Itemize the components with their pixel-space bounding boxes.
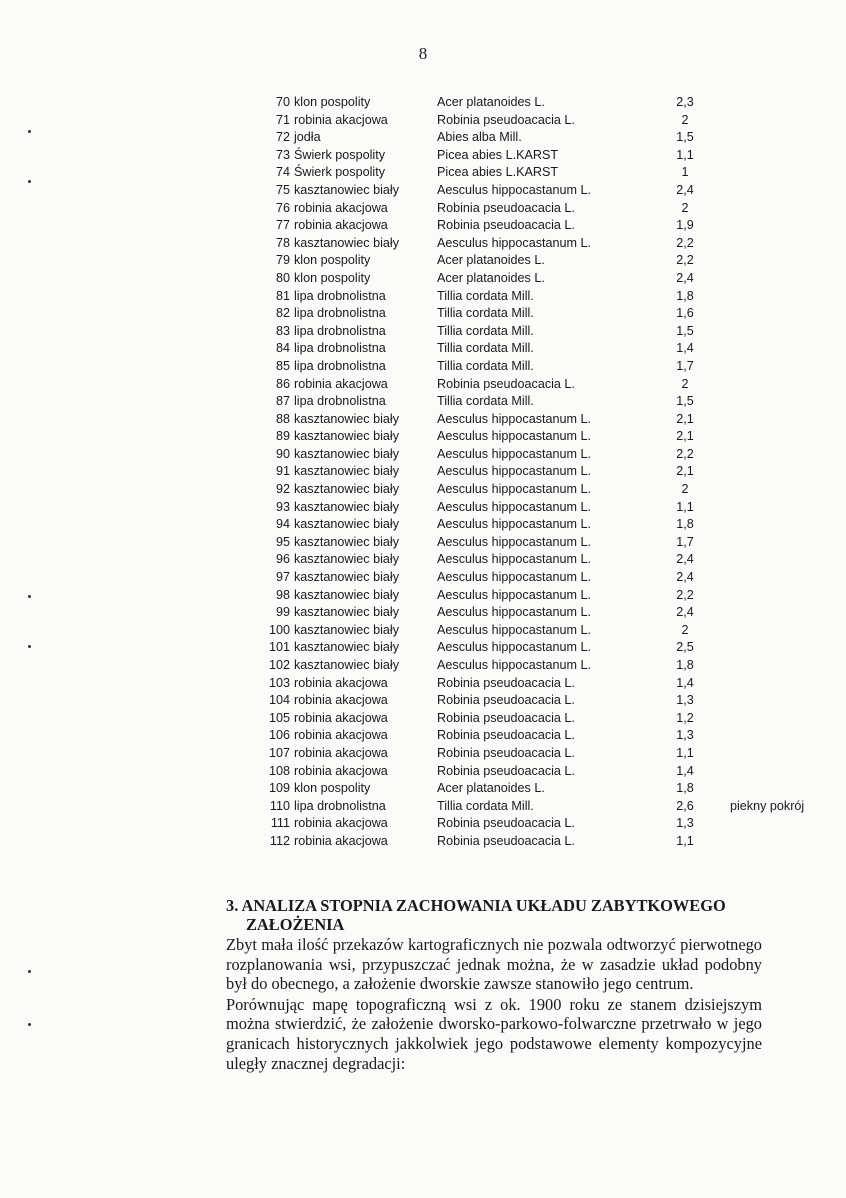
tree-latin-name: Picea abies L.KARST bbox=[437, 147, 559, 162]
tree-latin-name: Aesculus hippocastanum L. bbox=[437, 411, 592, 426]
tree-value: 1,8 bbox=[676, 781, 694, 796]
tree-latin-name: Aesculus hippocastanum L. bbox=[437, 640, 592, 655]
tree-polish-name: lipa drobnolistna bbox=[294, 341, 386, 356]
tree-number: 100 bbox=[268, 622, 290, 637]
tree-number: 111 bbox=[270, 816, 290, 831]
tree-number: 98 bbox=[275, 587, 290, 602]
tree-row bbox=[0, 569, 846, 587]
tree-latin-name: Aesculus hippocastanum L. bbox=[437, 534, 592, 549]
tree-value: 2 bbox=[681, 112, 689, 127]
tree-value: 2,6 bbox=[676, 798, 694, 813]
tree-row bbox=[0, 252, 846, 270]
tree-polish-name: kasztanowiec biały bbox=[294, 534, 399, 549]
tree-latin-name: Robinia pseudoacacia L. bbox=[437, 816, 575, 831]
tree-latin-name: Robinia pseudoacacia L. bbox=[437, 745, 575, 760]
tree-value: 1,4 bbox=[676, 341, 694, 356]
tree-number: 95 bbox=[275, 534, 290, 549]
page-number: 8 bbox=[418, 44, 428, 63]
tree-latin-name: Acer platanoides L. bbox=[437, 95, 545, 109]
tree-polish-name: jodła bbox=[294, 130, 321, 145]
tree-polish-name: robinia akacjowa bbox=[294, 693, 388, 708]
tree-latin-name: Aesculus hippocastanum L. bbox=[437, 499, 592, 514]
tree-number: 110 bbox=[269, 798, 290, 813]
tree-value: 1,4 bbox=[676, 675, 694, 690]
tree-value: 1,9 bbox=[676, 218, 694, 233]
tree-polish-name: kasztanowiec biały bbox=[294, 464, 399, 479]
tree-row bbox=[0, 798, 846, 816]
tree-latin-name: Aesculus hippocastanum L. bbox=[437, 446, 592, 461]
tree-polish-name: kasztanowiec biały bbox=[294, 446, 399, 461]
tree-row bbox=[0, 270, 846, 288]
tree-latin-name: Aesculus hippocastanum L. bbox=[437, 587, 592, 602]
tree-latin-name: Aesculus hippocastanum L. bbox=[437, 482, 592, 497]
tree-row bbox=[0, 815, 846, 833]
tree-row bbox=[0, 323, 846, 341]
tree-value: 1,5 bbox=[676, 323, 694, 338]
tree-latin-name: Tillia cordata Mill. bbox=[437, 306, 534, 321]
tree-latin-name: Aesculus hippocastanum L. bbox=[437, 605, 592, 620]
tree-number: 108 bbox=[268, 763, 290, 778]
tree-value: 2,2 bbox=[676, 235, 694, 250]
tree-polish-name: lipa drobnolistna bbox=[294, 358, 386, 373]
tree-latin-name: Robinia pseudoacacia L. bbox=[437, 200, 575, 215]
tree-number: 102 bbox=[268, 658, 290, 672]
tree-latin-name: Robinia pseudoacacia L. bbox=[437, 710, 575, 725]
tree-value: 1,1 bbox=[676, 499, 694, 514]
tree-number: 99 bbox=[275, 605, 290, 620]
tree-latin-name: Robinia pseudoacacia L. bbox=[437, 728, 575, 743]
tree-latin-name: Tillia cordata Mill. bbox=[437, 323, 534, 338]
tree-value: 1,3 bbox=[676, 816, 694, 831]
tree-latin-name: Aesculus hippocastanum L. bbox=[437, 235, 592, 250]
tree-number: 83 bbox=[275, 323, 290, 338]
tree-latin-name: Abies alba Mill. bbox=[437, 130, 522, 145]
tree-number: 104 bbox=[268, 693, 290, 708]
tree-value: 2,4 bbox=[676, 270, 694, 285]
tree-polish-name: robinia akacjowa bbox=[294, 816, 388, 831]
tree-value: 2,1 bbox=[676, 464, 694, 479]
tree-latin-name: Aesculus hippocastanum L. bbox=[437, 658, 592, 672]
tree-row bbox=[0, 622, 846, 640]
tree-number: 88 bbox=[275, 411, 290, 426]
scan-speck bbox=[28, 970, 31, 973]
tree-value: 2,2 bbox=[676, 587, 694, 602]
scan-speck bbox=[28, 130, 31, 133]
tree-number: 92 bbox=[275, 482, 290, 497]
tree-polish-name: kasztanowiec biały bbox=[294, 517, 399, 532]
tree-value: 2,4 bbox=[676, 552, 694, 567]
tree-value: 2,1 bbox=[676, 429, 694, 444]
tree-row bbox=[0, 94, 846, 112]
tree-number: 73 bbox=[275, 147, 290, 162]
tree-value: 1,6 bbox=[676, 306, 694, 321]
tree-row bbox=[0, 639, 846, 657]
tree-polish-name: kasztanowiec biały bbox=[294, 658, 399, 672]
section-paragraph-2: Porównując mapę topograficzną wsi z ok. 1900 roku ze stanem dzisiejszym można stwierdzić, że założenie dworsko-parkowo-folwarczne przetrwało w jego granicach historycznych jakkolwiek jego podstawowe elementy kompozycyjne uległy znacznej degradacji: bbox=[226, 994, 762, 1073]
tree-polish-name: klon pospolity bbox=[294, 95, 371, 109]
tree-polish-name: kasztanowiec biały bbox=[294, 605, 399, 620]
tree-row bbox=[0, 305, 846, 323]
scan-speck bbox=[28, 1023, 31, 1026]
tree-row bbox=[0, 763, 846, 781]
tree-row bbox=[0, 288, 846, 306]
tree-number: 72 bbox=[275, 130, 290, 145]
tree-number: 91 bbox=[275, 464, 290, 479]
tree-latin-name: Aesculus hippocastanum L. bbox=[437, 429, 592, 444]
tree-row bbox=[0, 164, 846, 182]
tree-row bbox=[0, 428, 846, 446]
tree-value: 1,8 bbox=[676, 658, 694, 672]
tree-latin-name: Robinia pseudoacacia L. bbox=[437, 833, 575, 848]
tree-value: 1,7 bbox=[676, 358, 694, 373]
tree-polish-name: kasztanowiec biały bbox=[294, 182, 399, 197]
tree-number: 109 bbox=[268, 781, 290, 796]
tree-number: 107 bbox=[268, 745, 290, 760]
tree-polish-name: kasztanowiec biały bbox=[294, 587, 399, 602]
tree-number: 103 bbox=[268, 675, 290, 690]
tree-polish-name: robinia akacjowa bbox=[294, 833, 388, 848]
tree-row bbox=[0, 745, 846, 763]
tree-polish-name: Świerk pospolity bbox=[294, 147, 385, 162]
tree-value: 2,1 bbox=[676, 411, 694, 426]
tree-polish-name: robinia akacjowa bbox=[294, 763, 388, 778]
tree-polish-name: kasztanowiec biały bbox=[294, 570, 399, 585]
tree-value: 1,3 bbox=[676, 693, 694, 708]
tree-row bbox=[0, 393, 846, 411]
tree-value: 2,2 bbox=[676, 446, 694, 461]
tree-number: 96 bbox=[275, 552, 290, 567]
tree-polish-name: robinia akacjowa bbox=[294, 710, 388, 725]
tree-row bbox=[0, 675, 846, 693]
tree-latin-name: Acer platanoides L. bbox=[437, 270, 545, 285]
tree-polish-name: kasztanowiec biały bbox=[294, 552, 399, 567]
tree-polish-name: kasztanowiec biały bbox=[294, 640, 399, 655]
tree-polish-name: kasztanowiec biały bbox=[294, 622, 399, 637]
tree-polish-name: robinia akacjowa bbox=[294, 728, 388, 743]
tree-row bbox=[0, 411, 846, 429]
tree-value: 1,1 bbox=[676, 147, 694, 162]
tree-number: 93 bbox=[275, 499, 290, 514]
tree-number: 78 bbox=[275, 235, 290, 250]
tree-latin-name: Tillia cordata Mill. bbox=[437, 358, 534, 373]
tree-row bbox=[0, 446, 846, 464]
tree-latin-name: Tillia cordata Mill. bbox=[437, 288, 534, 303]
tree-row bbox=[0, 481, 846, 499]
tree-polish-name: robinia akacjowa bbox=[294, 200, 388, 215]
tree-number: 70 bbox=[275, 95, 290, 109]
tree-row bbox=[0, 235, 846, 253]
section-heading: 3. ANALIZA STOPNIA ZACHOWANIA UKŁADU ZABYTKOWEGO ZAŁOŻENIA bbox=[226, 896, 726, 934]
tree-note: piekny pokrój bbox=[730, 798, 805, 813]
tree-polish-name: robinia akacjowa bbox=[294, 675, 388, 690]
tree-number: 80 bbox=[275, 270, 290, 285]
tree-value: 1,8 bbox=[676, 517, 694, 532]
tree-value: 2,2 bbox=[676, 253, 694, 268]
tree-number: 106 bbox=[268, 728, 290, 743]
tree-row bbox=[0, 780, 846, 798]
tree-value: 1,2 bbox=[676, 710, 694, 725]
tree-value: 1,7 bbox=[676, 534, 694, 549]
tree-number: 86 bbox=[275, 376, 290, 391]
tree-value: 1,1 bbox=[676, 745, 694, 760]
tree-number: 105 bbox=[268, 710, 290, 725]
scan-speck bbox=[28, 645, 31, 648]
tree-row bbox=[0, 604, 846, 622]
tree-row bbox=[0, 833, 846, 851]
tree-polish-name: lipa drobnolistna bbox=[294, 394, 386, 409]
tree-polish-name: robinia akacjowa bbox=[294, 376, 388, 391]
tree-value: 2 bbox=[681, 200, 689, 215]
tree-latin-name: Picea abies L.KARST bbox=[437, 165, 559, 180]
tree-polish-name: Świerk pospolity bbox=[294, 165, 385, 180]
tree-polish-name: kasztanowiec biały bbox=[294, 499, 399, 514]
tree-value: 2 bbox=[681, 376, 689, 391]
tree-polish-name: klon pospolity bbox=[294, 781, 371, 796]
tree-number: 90 bbox=[275, 446, 290, 461]
tree-row bbox=[0, 657, 846, 675]
tree-polish-name: kasztanowiec biały bbox=[294, 411, 399, 426]
tree-latin-name: Aesculus hippocastanum L. bbox=[437, 622, 592, 637]
tree-row bbox=[0, 516, 846, 534]
tree-row bbox=[0, 340, 846, 358]
tree-latin-name: Tillia cordata Mill. bbox=[437, 341, 534, 356]
tree-latin-name: Tillia cordata Mill. bbox=[437, 798, 534, 813]
tree-row bbox=[0, 710, 846, 728]
tree-value: 2 bbox=[681, 622, 689, 637]
tree-polish-name: lipa drobnolistna bbox=[294, 798, 386, 813]
tree-polish-name: lipa drobnolistna bbox=[294, 306, 386, 321]
tree-polish-name: klon pospolity bbox=[294, 270, 371, 285]
tree-row bbox=[0, 587, 846, 605]
tree-row bbox=[0, 727, 846, 745]
tree-row bbox=[0, 463, 846, 481]
tree-latin-name: Acer platanoides L. bbox=[437, 781, 545, 796]
tree-number: 71 bbox=[275, 112, 290, 127]
tree-polish-name: robinia akacjowa bbox=[294, 112, 388, 127]
tree-number: 87 bbox=[275, 394, 290, 409]
analysis-section bbox=[226, 896, 762, 1074]
tree-value: 2,4 bbox=[676, 570, 694, 585]
tree-number: 101 bbox=[268, 640, 290, 655]
tree-row bbox=[0, 112, 846, 130]
tree-value: 1,8 bbox=[676, 288, 694, 303]
tree-polish-name: kasztanowiec biały bbox=[294, 235, 399, 250]
tree-number: 89 bbox=[275, 429, 290, 444]
tree-latin-name: Robinia pseudoacacia L. bbox=[437, 376, 575, 391]
tree-latin-name: Aesculus hippocastanum L. bbox=[437, 182, 592, 197]
tree-latin-name: Acer platanoides L. bbox=[437, 253, 545, 268]
tree-latin-name: Robinia pseudoacacia L. bbox=[437, 763, 575, 778]
tree-latin-name: Aesculus hippocastanum L. bbox=[437, 464, 592, 479]
tree-polish-name: robinia akacjowa bbox=[294, 218, 388, 233]
tree-polish-name: lipa drobnolistna bbox=[294, 323, 386, 338]
tree-latin-name: Tillia cordata Mill. bbox=[437, 394, 534, 409]
tree-row bbox=[0, 129, 846, 147]
tree-value: 2,4 bbox=[676, 182, 694, 197]
tree-row bbox=[0, 692, 846, 710]
tree-latin-name: Robinia pseudoacacia L. bbox=[437, 693, 575, 708]
tree-polish-name: robinia akacjowa bbox=[294, 745, 388, 760]
tree-number: 85 bbox=[275, 358, 290, 373]
tree-row bbox=[0, 182, 846, 200]
tree-row bbox=[0, 376, 846, 394]
tree-row bbox=[0, 534, 846, 552]
tree-latin-name: Robinia pseudoacacia L. bbox=[437, 112, 575, 127]
tree-number: 94 bbox=[275, 517, 290, 532]
tree-polish-name: kasztanowiec biały bbox=[294, 429, 399, 444]
tree-value: 1 bbox=[681, 165, 689, 180]
tree-number: 82 bbox=[275, 306, 290, 321]
section-paragraph-1: Zbyt mała ilość przekazów kartograficznych nie pozwala odtworzyć pierwotnego rozplanowania wsi, przypuszczać jednak można, że w zasadzie układ podobny był do obecnego, a założenie dworskie zawsze stanowiło jego centrum. bbox=[226, 935, 762, 994]
tree-number: 112 bbox=[269, 833, 290, 848]
tree-value: 1,4 bbox=[676, 763, 694, 778]
tree-latin-name: Aesculus hippocastanum L. bbox=[437, 517, 592, 532]
tree-latin-name: Aesculus hippocastanum L. bbox=[437, 552, 592, 567]
scan-speck bbox=[28, 595, 31, 598]
tree-value: 1,5 bbox=[676, 394, 694, 409]
scan-speck bbox=[28, 180, 31, 183]
tree-value: 2,3 bbox=[676, 95, 694, 109]
tree-row bbox=[0, 358, 846, 376]
tree-polish-name: klon pospolity bbox=[294, 253, 371, 268]
tree-number: 79 bbox=[275, 253, 290, 268]
tree-value: 1,3 bbox=[676, 728, 694, 743]
tree-row bbox=[0, 217, 846, 235]
tree-row bbox=[0, 147, 846, 165]
tree-number: 76 bbox=[275, 200, 290, 215]
tree-row bbox=[0, 200, 846, 218]
tree-number: 75 bbox=[275, 182, 290, 197]
tree-number: 74 bbox=[275, 165, 290, 180]
tree-value: 1,5 bbox=[676, 130, 694, 145]
tree-value: 1,1 bbox=[676, 833, 694, 848]
tree-row bbox=[0, 551, 846, 569]
tree-inventory-table bbox=[0, 94, 846, 851]
tree-polish-name: lipa drobnolistna bbox=[294, 288, 386, 303]
tree-row bbox=[0, 499, 846, 517]
tree-latin-name: Robinia pseudoacacia L. bbox=[437, 218, 575, 233]
tree-value: 2 bbox=[681, 482, 689, 497]
tree-number: 84 bbox=[275, 341, 290, 356]
tree-value: 2,4 bbox=[676, 605, 694, 620]
tree-number: 97 bbox=[275, 570, 290, 585]
tree-latin-name: Robinia pseudoacacia L. bbox=[437, 675, 575, 690]
tree-number: 81 bbox=[275, 288, 290, 303]
tree-value: 2,5 bbox=[676, 640, 694, 655]
tree-number: 77 bbox=[275, 218, 290, 233]
tree-polish-name: kasztanowiec biały bbox=[294, 482, 399, 497]
tree-latin-name: Aesculus hippocastanum L. bbox=[437, 570, 592, 585]
